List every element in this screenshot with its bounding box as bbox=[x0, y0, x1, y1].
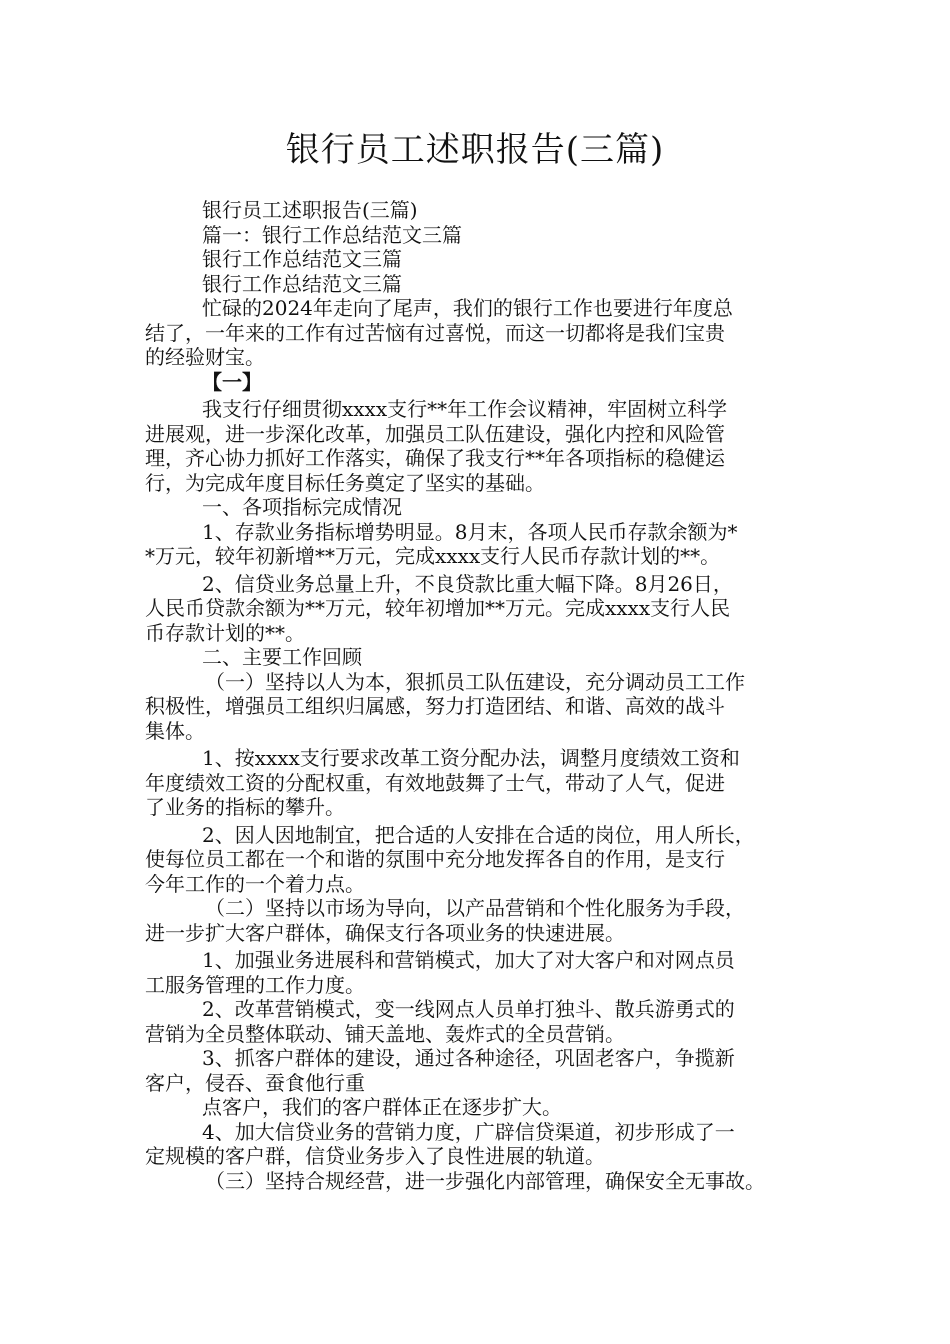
paragraph-line: 2、因人因地制宜，把合适的人安排在合适的岗位，用人所长， bbox=[202, 822, 755, 847]
paragraph-line: 3、抓客户群体的建设，通过各种途径，巩固老客户，争揽新 bbox=[202, 1046, 735, 1070]
paragraph-line: （三）坚持合规经营，进一步强化内部管理，确保安全无事故。 bbox=[205, 1168, 765, 1193]
paragraph-line: 人民币贷款余额为**万元，较年初增加**万元。完成xxxx支行人民 bbox=[145, 596, 731, 620]
paragraph-line: 客户，侵吞、蚕食他行重 bbox=[145, 1070, 365, 1095]
paragraph-line: 理，齐心协力抓好工作落实，确保了我支行**年各项指标的稳健运 bbox=[145, 446, 725, 470]
paragraph-line: *万元，较年初新增**万元，完成xxxx支行人民币存款计划的**。 bbox=[145, 544, 721, 568]
paragraph-line: 的经验财宝。 bbox=[145, 345, 265, 369]
paragraph-line: 2、信贷业务总量上升，不良贷款比重大幅下降。8月26日， bbox=[202, 571, 733, 596]
paragraph-line: 今年工作的一个着力点。 bbox=[145, 871, 365, 896]
paragraph-line: （一）坚持以人为本，狠抓员工队伍建设，充分调动员工工作 bbox=[205, 669, 745, 694]
document-title: 银行员工述职报告(三篇) bbox=[285, 130, 665, 170]
paragraph-line: 币存款计划的**。 bbox=[145, 620, 305, 645]
section-heading: 二、主要工作回顾 bbox=[202, 645, 362, 669]
paragraph-line: 1、按xxxx支行要求改革工资分配办法，调整月度绩效工资和 bbox=[202, 746, 740, 770]
paragraph-line: 篇一：银行工作总结范文三篇 bbox=[202, 222, 462, 247]
paragraph-line: 结了，一年来的工作有过苦恼有过喜悦，而这一切都将是我们宝贵 bbox=[145, 320, 725, 345]
paragraph-line: 年度绩效工资的分配权重，有效地鼓舞了士气，带动了人气，促进 bbox=[145, 770, 725, 795]
paragraph-line: 银行工作总结范文三篇 bbox=[202, 271, 402, 296]
paragraph-line: 2、改革营销模式，变一线网点人员单打独斗、散兵游勇式的 bbox=[202, 997, 735, 1021]
paragraph-line: 集体。 bbox=[145, 718, 205, 743]
paragraph-line: 工服务管理的工作力度。 bbox=[145, 972, 365, 997]
paragraph-line: 4、加大信贷业务的营销力度，广辟信贷渠道，初步形成了一 bbox=[202, 1119, 735, 1144]
document-body bbox=[145, 198, 821, 1193]
paragraph-line: 忙碌的2024年走向了尾声，我们的银行工作也要进行年度总 bbox=[202, 296, 733, 320]
paragraph-line: 1、存款业务指标增势明显。8月末，各项人民币存款余额为* bbox=[202, 519, 738, 544]
paragraph-line: 进展观，进一步深化改革，加强员工队伍建设，强化内控和风险管 bbox=[145, 421, 725, 446]
paragraph-line: 定规模的客户群，信贷业务步入了良性进展的轨道。 bbox=[145, 1144, 605, 1168]
paragraph-line: 营销为全员整体联动、铺天盖地、轰炸式的全员营销。 bbox=[145, 1021, 625, 1046]
section-heading: 一、各项指标完成情况 bbox=[202, 495, 402, 519]
section-heading: 【一】 bbox=[202, 369, 262, 394]
paragraph-line: 1、加强业务进展科和营销模式，加大了对大客户和对网点员 bbox=[202, 948, 735, 972]
paragraph-line: 银行员工述职报告(三篇) bbox=[202, 198, 418, 222]
paragraph-line: （二）坚持以市场为导向，以产品营销和个性化服务为手段， bbox=[205, 896, 745, 920]
paragraph-line: 行，为完成年度目标任务奠定了坚实的基础。 bbox=[145, 470, 545, 495]
paragraph-line: 了业务的指标的攀升。 bbox=[145, 795, 345, 819]
paragraph-line: 点客户，我们的客户群体正在逐步扩大。 bbox=[202, 1095, 562, 1119]
paragraph-line: 使每位员工都在一个和谐的氛围中充分地发挥各自的作用，是支行 bbox=[145, 847, 725, 871]
paragraph-line: 进一步扩大客户群体，确保支行各项业务的快速进展。 bbox=[145, 920, 625, 945]
paragraph-line: 我支行仔细贯彻xxxx支行**年工作会议精神，牢固树立科学 bbox=[202, 397, 728, 421]
paragraph-line: 银行工作总结范文三篇 bbox=[202, 247, 402, 271]
paragraph-line: 积极性，增强员工组织归属感，努力打造团结、和谐、高效的战斗 bbox=[145, 694, 725, 718]
